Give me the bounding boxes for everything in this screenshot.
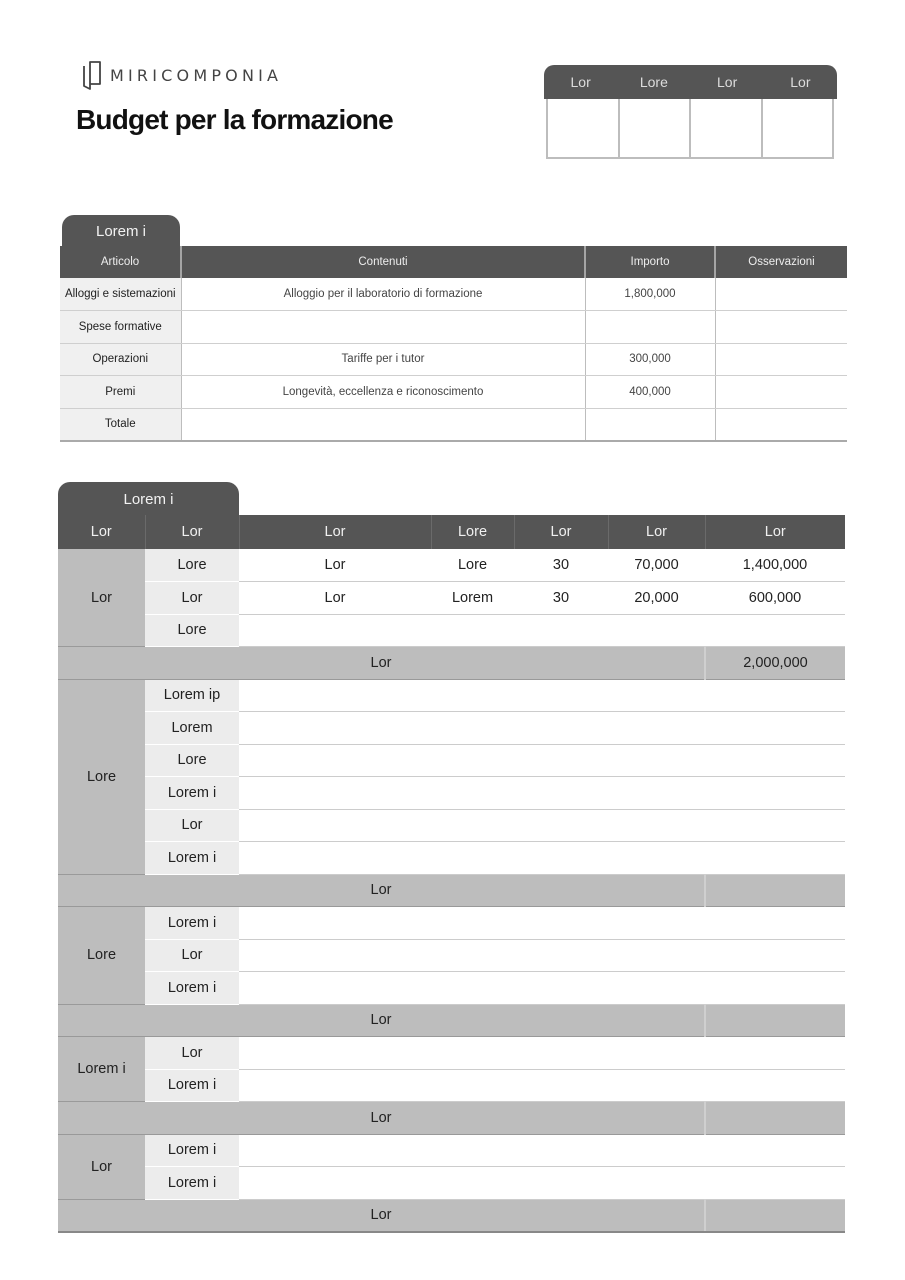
group-label: Lorem i [58, 1037, 145, 1102]
subtotal-row [58, 874, 845, 907]
table-row [58, 809, 845, 842]
column-header: Articolo [60, 246, 181, 278]
table-row [60, 278, 847, 311]
brand-header [82, 60, 282, 90]
subtotal-label: Lor [58, 1199, 705, 1232]
column-header: Lor [58, 515, 145, 549]
subtotal-value[interactable]: 2,000,000 [705, 647, 845, 680]
group-label: Lor [58, 549, 145, 647]
subtotal-label: Lor [58, 874, 705, 907]
detail-cell[interactable] [239, 744, 845, 777]
sub-item-label: Lor [145, 939, 239, 972]
column-header: Lor [705, 515, 845, 549]
subtotal-label: Lor [58, 647, 705, 680]
table-row [58, 907, 845, 940]
approval-signature-cell[interactable] [548, 99, 620, 157]
detail-cell[interactable]: Lor [239, 582, 431, 615]
table-row [58, 1134, 845, 1167]
detail-cell[interactable] [239, 1167, 845, 1200]
detail-cell[interactable] [239, 842, 845, 875]
detail-cell[interactable] [239, 972, 845, 1005]
detail-cell[interactable] [239, 1069, 845, 1102]
item-label: Alloggi e sistemazioni [60, 278, 181, 311]
subtotal-row [58, 1102, 845, 1135]
content-cell[interactable]: Longevità, eccellenza e riconoscimento [181, 376, 585, 409]
table-row [58, 777, 845, 810]
subtotal-row [58, 1004, 845, 1037]
item-label: Operazioni [60, 343, 181, 376]
column-header: Lor [239, 515, 431, 549]
approval-signature-cell[interactable] [763, 99, 833, 157]
detail-cell[interactable] [239, 809, 845, 842]
content-cell[interactable]: Tariffe per i tutor [181, 343, 585, 376]
notes-cell[interactable] [715, 278, 847, 311]
column-header: Contenuti [181, 246, 585, 278]
sub-item-label: Lore [145, 549, 239, 582]
amount-cell[interactable]: 300,000 [585, 343, 715, 376]
sub-item-label: Lorem [145, 712, 239, 745]
group-label: Lore [58, 907, 145, 1005]
detail-cell[interactable] [239, 1037, 845, 1070]
column-header: Importo [585, 246, 715, 278]
quantity-cell[interactable]: 30 [514, 582, 608, 615]
subtotal-label: Lor [58, 1004, 705, 1037]
amount-cell[interactable]: 1,800,000 [585, 278, 715, 311]
item-label: Spese formative [60, 311, 181, 344]
sub-item-label: Lorem i [145, 972, 239, 1005]
sub-item-label: Lorem i [145, 907, 239, 940]
approval-label: Lor [790, 74, 811, 90]
sub-item-label: Lorem i [145, 1069, 239, 1102]
sub-item-label: Lorem i [145, 842, 239, 875]
amount-cell[interactable] [705, 614, 845, 647]
sub-item-label: Lorem i [145, 1134, 239, 1167]
detail-cell[interactable] [239, 1134, 845, 1167]
section1-tab: Lorem i [62, 215, 180, 247]
column-header: Lor [145, 515, 239, 549]
subtotal-row [58, 1199, 845, 1232]
detail-cell[interactable]: Lor [239, 549, 431, 582]
notes-cell[interactable] [715, 408, 847, 441]
detail-cell[interactable] [239, 712, 845, 745]
approval-signature-cell[interactable] [691, 99, 763, 157]
unit-price-cell[interactable]: 70,000 [608, 549, 705, 582]
table-row [58, 939, 845, 972]
approval-box [544, 65, 837, 159]
amount-cell[interactable] [585, 408, 715, 441]
sub-item-label: Lore [145, 744, 239, 777]
notes-cell[interactable] [715, 311, 847, 344]
approval-signature-cell[interactable] [620, 99, 692, 157]
budget-summary-table [60, 246, 847, 442]
approval-label: Lore [639, 74, 668, 90]
unit-price-cell[interactable]: 20,000 [608, 582, 705, 615]
amount-cell[interactable] [585, 311, 715, 344]
notes-cell[interactable] [715, 343, 847, 376]
table-row [58, 582, 845, 615]
item-label: Totale [60, 408, 181, 441]
table-row [58, 744, 845, 777]
table-row [58, 549, 845, 582]
table-row [58, 679, 845, 712]
approval-label: Lor [570, 74, 591, 90]
detail-cell[interactable] [431, 614, 514, 647]
content-cell[interactable] [181, 408, 585, 441]
group-label: Lore [58, 679, 145, 874]
subtotal-value[interactable] [705, 1102, 845, 1135]
sub-item-label: Lorem ip [145, 679, 239, 712]
detail-cell[interactable] [239, 939, 845, 972]
detail-cell[interactable] [239, 614, 431, 647]
amount-cell[interactable]: 600,000 [705, 582, 845, 615]
table-row [58, 842, 845, 875]
subtotal-row [58, 647, 845, 680]
amount-cell[interactable]: 1,400,000 [705, 549, 845, 582]
sub-item-label: Lorem i [145, 1167, 239, 1200]
content-cell[interactable]: Alloggio per il laboratorio di formazione [181, 278, 585, 311]
sub-item-label: Lor [145, 809, 239, 842]
item-label: Premi [60, 376, 181, 409]
table-row [58, 712, 845, 745]
unit-price-cell[interactable] [608, 614, 705, 647]
table-row [58, 1069, 845, 1102]
table-row [60, 343, 847, 376]
brand-name: MIRICOMPONIA [110, 65, 283, 85]
sub-item-label: Lor [145, 1037, 239, 1070]
group-label: Lor [58, 1134, 145, 1199]
column-header: Lor [608, 515, 705, 549]
table-row [60, 311, 847, 344]
sub-item-label: Lor [145, 582, 239, 615]
detail-cell[interactable]: Lorem [431, 582, 514, 615]
subtotal-value[interactable] [705, 874, 845, 907]
quantity-cell[interactable]: 30 [514, 549, 608, 582]
table-row [58, 1167, 845, 1200]
page-title: Budget per la formazione [76, 104, 393, 135]
approval-label: Lor [717, 74, 738, 90]
table-row [58, 972, 845, 1005]
detail-cell[interactable] [239, 777, 845, 810]
subtotal-label: Lor [58, 1102, 705, 1135]
content-cell[interactable] [181, 311, 585, 344]
table-row [58, 1037, 845, 1070]
column-header: Osservazioni [715, 246, 847, 278]
door-logo-icon [82, 60, 102, 90]
amount-cell[interactable]: 400,000 [585, 376, 715, 409]
sub-item-label: Lore [145, 614, 239, 647]
notes-cell[interactable] [715, 376, 847, 409]
column-header: Lore [431, 515, 514, 549]
table-row [60, 376, 847, 409]
subtotal-value[interactable] [705, 1199, 845, 1232]
quantity-cell[interactable] [514, 614, 608, 647]
subtotal-value[interactable] [705, 1004, 845, 1037]
table-row [58, 614, 845, 647]
detail-cell[interactable] [239, 907, 845, 940]
section2-tab: Lorem i [58, 482, 239, 516]
detail-cell[interactable] [239, 679, 845, 712]
budget-detail-table [58, 515, 845, 1233]
detail-cell[interactable]: Lore [431, 549, 514, 582]
column-header: Lor [514, 515, 608, 549]
table-row [60, 408, 847, 441]
sub-item-label: Lorem i [145, 777, 239, 810]
